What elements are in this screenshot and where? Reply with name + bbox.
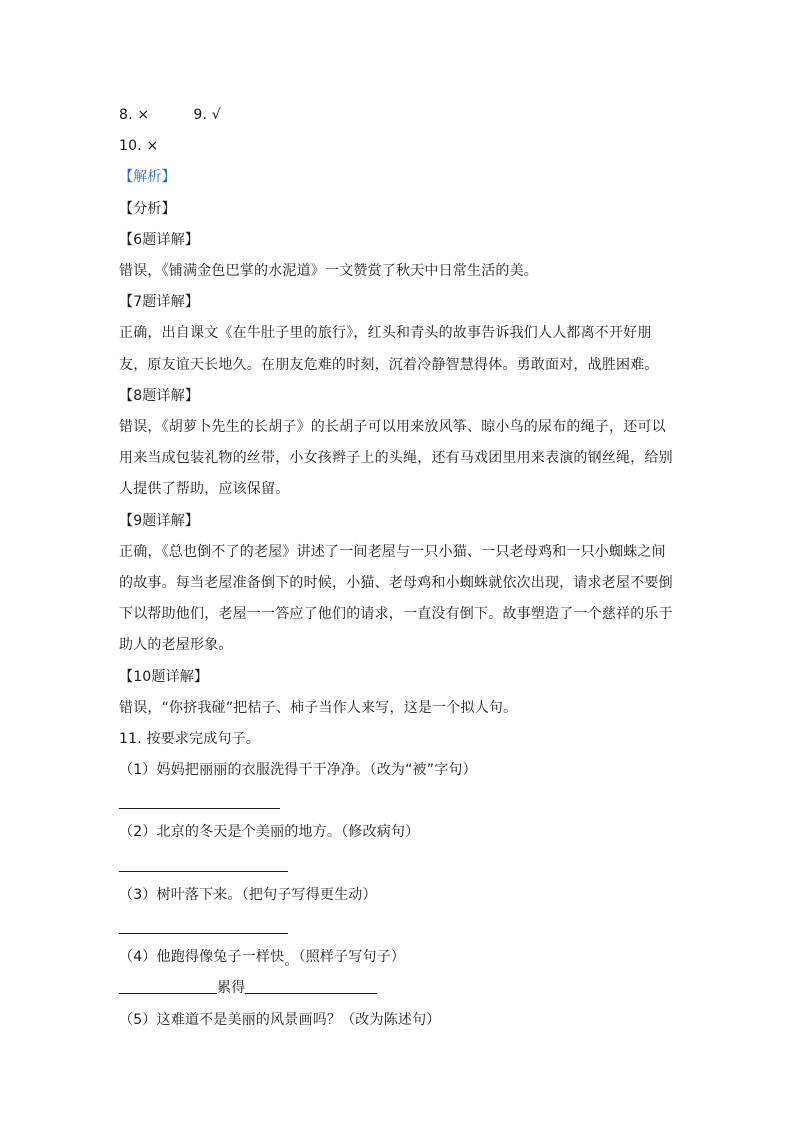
section-10-head: 【10题详解】 xyxy=(119,668,209,685)
section-8-body: 错误，《胡萝卜先生的长胡子》的长胡子可以用来放风筝、晾小鸟的尿布的绳子，还可以用来当成包装礼物的丝带，小女孩辫子上的头绳，还有马戏团里用来表演的钢丝绳，给别人提供了帮助，应该保留。 xyxy=(119,418,673,498)
section-9-head: 【9题详解】 xyxy=(119,512,200,529)
question-11-title: 11. 按要求完成句子。 xyxy=(119,730,261,747)
section-9-body: 正确，《总也倒不了的老屋》讲述了一间老屋与一只小猫、一只老母鸡和一只小蜘蛛之间的故事。每当老屋准备倒下的时候，小猫、老母鸡和小蜘蛛就依次出现，请求老屋不要倒下以帮助他们，老屋一一答应了他们的请求，一直没有倒下。故事塑造了一个慈祥的乐于助人的老屋形象。 xyxy=(119,543,673,654)
answer-row-8-9 xyxy=(119,100,679,131)
question-11-item-5: （5）这难道不是美丽的风景画吗？（改为陈述句） xyxy=(119,1011,441,1028)
section-8-head: 【8题详解】 xyxy=(119,387,200,404)
item-4-dot: 。 xyxy=(284,953,299,970)
question-11-item-2: （2）北京的冬天是个美丽的地方。（修改病句） xyxy=(119,824,420,841)
answer-blank-4a[interactable] xyxy=(119,977,217,994)
answer-9: 9. √ xyxy=(193,107,221,123)
section-6-head: 【6题详解】 xyxy=(119,231,200,248)
item-4-middle-word: 累得 xyxy=(217,980,246,997)
answer-blank-4b[interactable] xyxy=(245,977,377,994)
answer-page xyxy=(119,100,679,1036)
item-4-fill-row xyxy=(119,973,679,1004)
answer-blank-2[interactable] xyxy=(119,849,679,880)
section-7-head: 【7题详解】 xyxy=(119,294,200,311)
question-11-item-4 xyxy=(119,942,679,973)
answer-10: 10. × xyxy=(119,138,159,155)
question-11-item-1: （1）妈妈把丽丽的衣服洗得干干净净。（改为“被”字句） xyxy=(119,762,477,779)
answer-8: 8. × xyxy=(119,107,150,123)
question-11-item-3: （3）树叶落下来。（把句子写得更生动） xyxy=(119,886,377,903)
section-10-body: 错误，“你挤我碰”把桔子、柿子当作人来写，这是一个拟人句。 xyxy=(119,699,518,716)
item-4-text: （4）他跑得像兔子一样快 xyxy=(119,949,285,966)
section-6-body: 错误，《铺满金色巴掌的水泥道》一文赞赏了秋天中日常生活的美。 xyxy=(119,262,538,279)
answer-blank-1[interactable] xyxy=(119,786,679,817)
answer-blank-3[interactable] xyxy=(119,911,679,942)
section-7-body: 正确，出自课文《在牛肚子里的旅行》，红头和青头的故事告诉我们人人都离不开好朋友，原友谊天长地久。在朋友危难的时刻，沉着冷静智慧得体。勇敢面对，战胜困难。 xyxy=(119,325,659,373)
analysis-header: 【解析】 xyxy=(119,169,176,186)
analysis-subheader: 【分析】 xyxy=(119,200,176,217)
item-4-instruction: （照样子写句子） xyxy=(298,949,406,966)
